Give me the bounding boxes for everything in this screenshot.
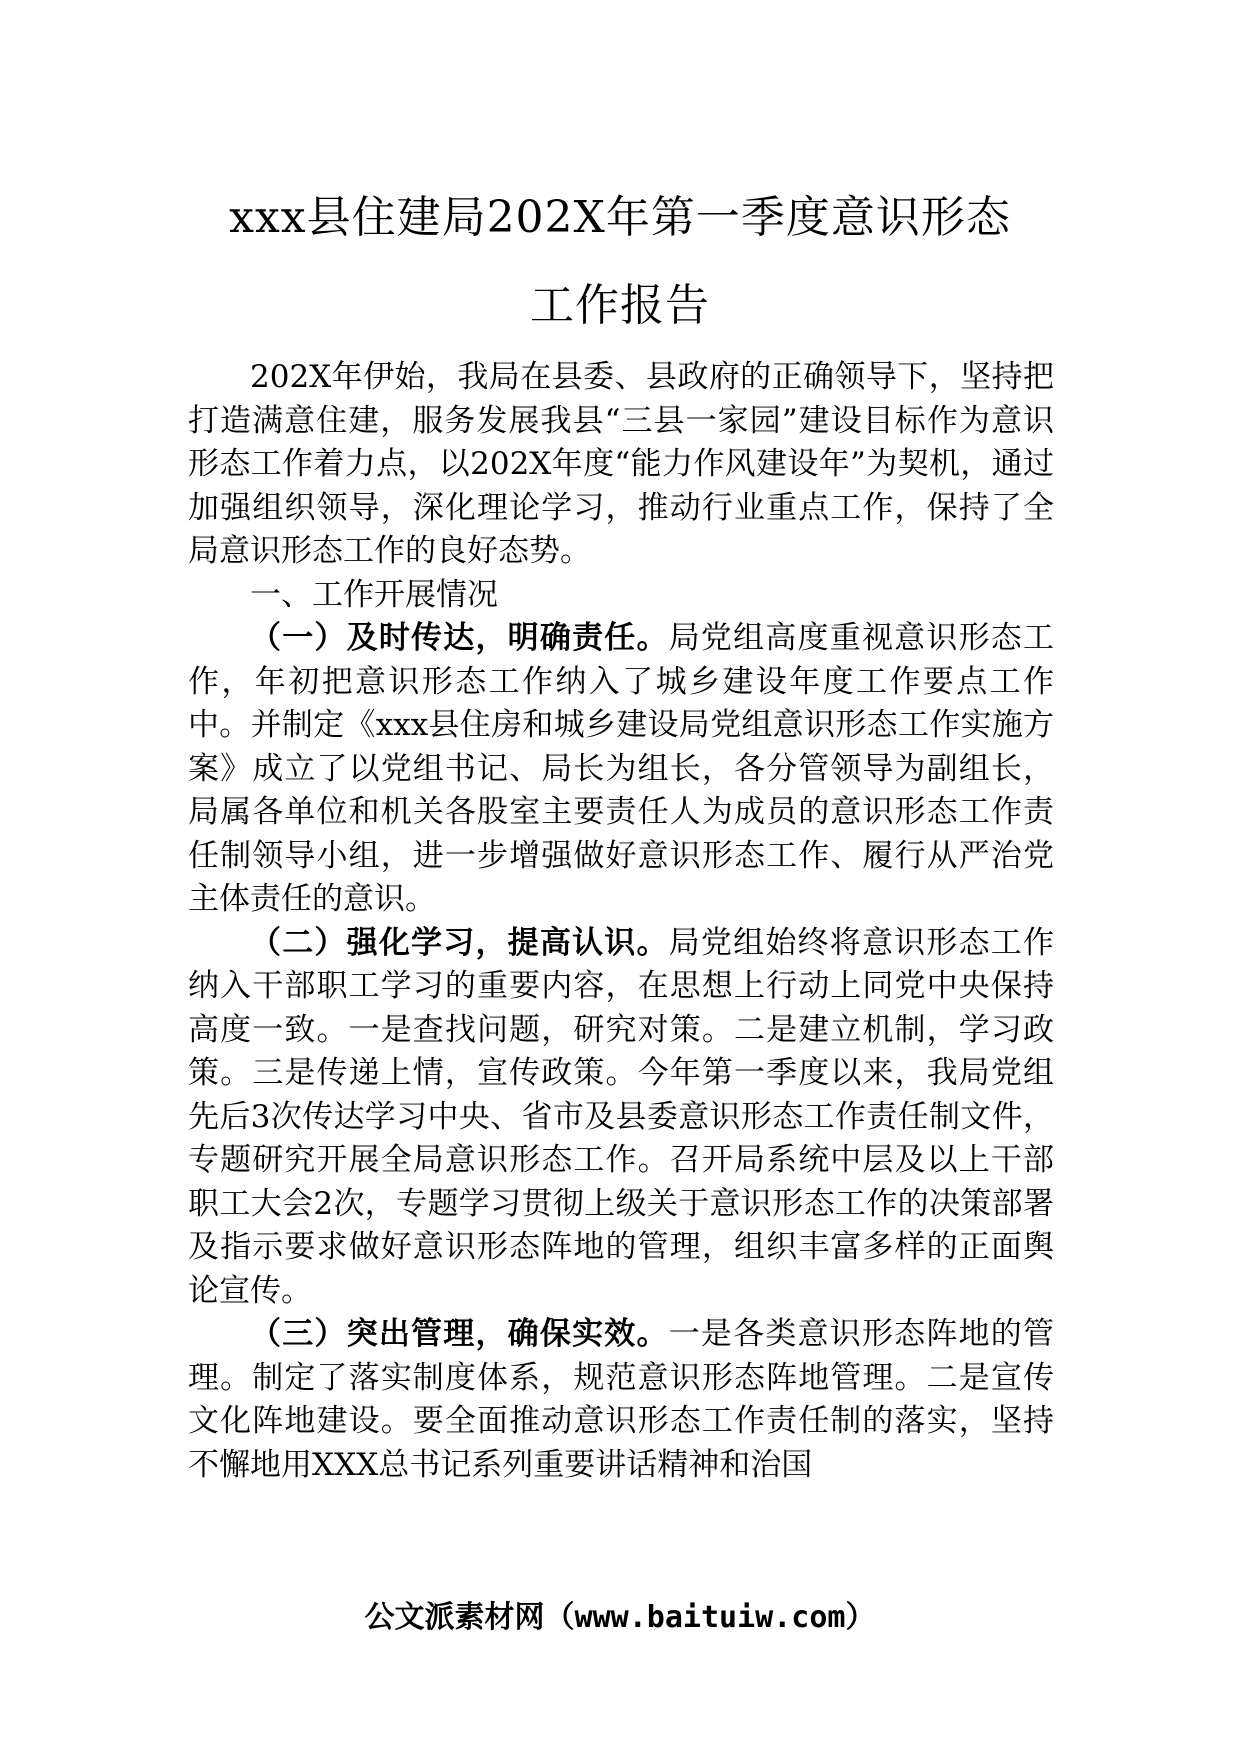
intro-paragraph: 202X年伊始，我局在县委、县政府的正确领导下，坚持把打造满意住建，服务发展我县“三县一家园”建设目标作为意识形态工作着力点，以202X年度“能力作风建设年”为契机，通过加强组织领导，深化理论学习，推动行业重点工作，保持了全局意识形态工作的良好态势。 [188,359,1054,569]
item-paragraph-1 [188,617,1054,922]
item-text-1: 局党组高度重视意识形态工作，年初把意识形态工作纳入了城乡建设年度工作要点工作中。并制定《xxx县住房和城乡建设局党组意识形态工作实施方案》成立了以党组书记、局长为组长，各分管领导为副组长，局属各单位和机关各股室主要责任人为成员的意识形态工作责任制领导小组，进一步增强做好意识形态工作、履行从严治党主体责任的意识。 [188,620,1055,917]
item-lead-3: （三）突出管理，确保实效。 [250,1316,669,1352]
item-text-3: 一是各类意识形态阵地的管理。制定了落实制度体系，规范意识形态阵地管理。二是宣传文化阵地建设。要全面推动意识形态工作责任制的落实，坚持不懈地用XXX总书记系列重要讲话精神和治国 [188,1316,1055,1483]
footer-site-link[interactable]: www.baituiw.com [574,1600,846,1635]
item-paragraph-2 [188,922,1054,1314]
footer-paren-open: （ [544,1600,575,1635]
item-paragraph-3 [188,1313,1054,1487]
document-body [188,356,1054,1487]
document-title-line2: 工作报告 [530,280,710,331]
footer-label: 公文派素材网 [364,1600,545,1635]
item-text-2: 局党组始终将意识形态工作纳入干部职工学习的重要内容，在思想上行动上同党中央保持高度一致。一是查找问题，研究对策。二是建立机制，学习政策。三是传递上情，宣传政策。今年第一季度以来，我局党组先后3次传达学习中央、省市及县委意识形态工作责任制文件，专题研究开展全局意识形态工作。召开局系统中层及以上干部职工大会2次，专题学习贯彻上级关于意识形态工作的决策部署及指示要求做好意识形态阵地的管理，组织丰富多样的正面舆论宣传。 [188,924,1055,1309]
footer-paren-close: ） [845,1600,876,1635]
section-heading: 一、工作开展情况 [250,576,498,613]
item-lead-2: （二）强化学习，提高认识。 [250,924,669,961]
document-title-line1: xxx县住建局202X年第一季度意识形态 [229,192,1011,243]
footer-watermark [0,1598,1240,1638]
item-lead-1: （一）及时传达，明确责任。 [250,620,669,656]
